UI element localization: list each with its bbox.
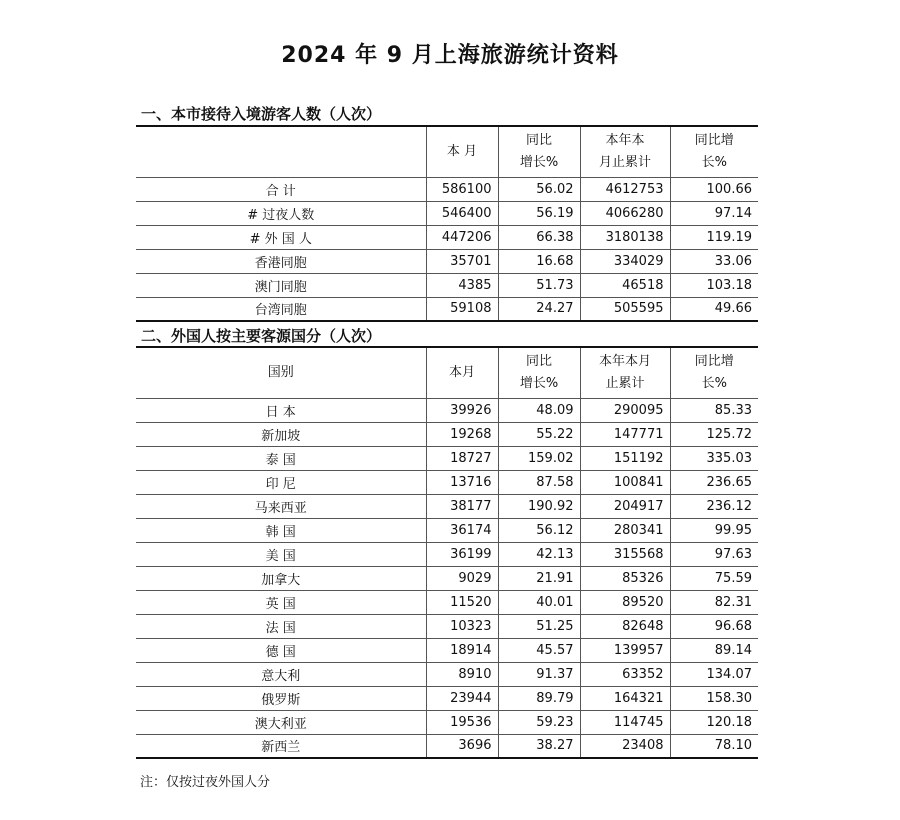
table-row: [136, 446, 758, 470]
growth-cell: 51.73: [498, 273, 580, 297]
row-name-cell: 澳大利亚: [136, 710, 426, 734]
ytd-growth-cell: 85.33: [670, 398, 758, 422]
month-cell: 36199: [426, 542, 498, 566]
month-cell: 9029: [426, 566, 498, 590]
row-name-cell: 英 国: [136, 590, 426, 614]
month-cell: 19536: [426, 710, 498, 734]
month-cell: 59108: [426, 297, 498, 321]
ytd-growth-cell: 100.66: [670, 177, 758, 201]
ytd-cell: 505595: [580, 297, 670, 321]
table-header-row: [136, 347, 758, 398]
growth-cell: 59.23: [498, 710, 580, 734]
month-cell: 35701: [426, 249, 498, 273]
ytd-growth-cell: 78.10: [670, 734, 758, 758]
month-cell: 447206: [426, 225, 498, 249]
ytd-growth-cell: 335.03: [670, 446, 758, 470]
ytd-cell: 82648: [580, 614, 670, 638]
table-row: [136, 686, 758, 710]
growth-cell: 24.27: [498, 297, 580, 321]
growth-cell: 21.91: [498, 566, 580, 590]
table-row: [136, 470, 758, 494]
table-row: [136, 398, 758, 422]
row-name-cell: 法 国: [136, 614, 426, 638]
row-name-cell: 加拿大: [136, 566, 426, 590]
growth-cell: 56.02: [498, 177, 580, 201]
growth-cell: 87.58: [498, 470, 580, 494]
ytd-growth-cell: 119.19: [670, 225, 758, 249]
growth-cell: 159.02: [498, 446, 580, 470]
table-row: [136, 201, 758, 225]
table-row: [136, 590, 758, 614]
month-cell: 23944: [426, 686, 498, 710]
month-cell: 18727: [426, 446, 498, 470]
month-cell: 3696: [426, 734, 498, 758]
month-cell: 36174: [426, 518, 498, 542]
header-ytd-growth: 同比增 长%: [670, 347, 758, 398]
ytd-growth-cell: 97.14: [670, 201, 758, 225]
ytd-cell: 114745: [580, 710, 670, 734]
ytd-growth-cell: 158.30: [670, 686, 758, 710]
growth-cell: 40.01: [498, 590, 580, 614]
growth-cell: 42.13: [498, 542, 580, 566]
ytd-cell: 334029: [580, 249, 670, 273]
row-name-cell: 新加坡: [136, 422, 426, 446]
ytd-cell: 204917: [580, 494, 670, 518]
table-row: [136, 273, 758, 297]
ytd-growth-cell: 103.18: [670, 273, 758, 297]
table-row: [136, 542, 758, 566]
ytd-cell: 63352: [580, 662, 670, 686]
ytd-growth-cell: 49.66: [670, 297, 758, 321]
row-name-cell: 日 本: [136, 398, 426, 422]
row-name-cell: 德 国: [136, 638, 426, 662]
month-cell: 10323: [426, 614, 498, 638]
table-row: [136, 297, 758, 321]
ytd-cell: 280341: [580, 518, 670, 542]
growth-cell: 56.12: [498, 518, 580, 542]
growth-cell: 66.38: [498, 225, 580, 249]
footnote: 注：仅按过夜外国人分: [140, 775, 271, 790]
ytd-cell: 100841: [580, 470, 670, 494]
growth-cell: 51.25: [498, 614, 580, 638]
ytd-growth-cell: 99.95: [670, 518, 758, 542]
ytd-cell: 3180138: [580, 225, 670, 249]
row-name-cell: 意大利: [136, 662, 426, 686]
header-country: 国别: [136, 347, 426, 398]
table-row: [136, 518, 758, 542]
month-cell: 13716: [426, 470, 498, 494]
row-name-cell: 印 尼: [136, 470, 426, 494]
ytd-growth-cell: 96.68: [670, 614, 758, 638]
month-cell: 11520: [426, 590, 498, 614]
inbound-visitors-table: [136, 125, 758, 322]
ytd-growth-cell: 97.63: [670, 542, 758, 566]
ytd-cell: 315568: [580, 542, 670, 566]
row-name-cell: # 外 国 人: [136, 225, 426, 249]
growth-cell: 16.68: [498, 249, 580, 273]
ytd-cell: 46518: [580, 273, 670, 297]
header-month: 本月: [426, 347, 498, 398]
table-row: [136, 566, 758, 590]
header-ytd-growth: 同比增 长%: [670, 126, 758, 177]
section1-heading: 一、本市接待入境游客人数（人次）: [141, 105, 382, 123]
ytd-growth-cell: 82.31: [670, 590, 758, 614]
header-month: 本 月: [426, 126, 498, 177]
ytd-growth-cell: 236.65: [670, 470, 758, 494]
table-row: [136, 614, 758, 638]
growth-cell: 38.27: [498, 734, 580, 758]
row-name-cell: 香港同胞: [136, 249, 426, 273]
ytd-growth-cell: 33.06: [670, 249, 758, 273]
header-ytd: 本年本 月止累计: [580, 126, 670, 177]
table-row: [136, 734, 758, 758]
ytd-cell: 4612753: [580, 177, 670, 201]
ytd-growth-cell: 89.14: [670, 638, 758, 662]
table-row: [136, 494, 758, 518]
ytd-cell: 164321: [580, 686, 670, 710]
section2-heading: 二、外国人按主要客源国分（人次）: [141, 327, 382, 345]
table-row: [136, 638, 758, 662]
table-row: [136, 662, 758, 686]
row-name-cell: 新西兰: [136, 734, 426, 758]
header-growth: 同比 增长%: [498, 126, 580, 177]
foreign-visitors-by-country-table: [136, 346, 758, 759]
month-cell: 39926: [426, 398, 498, 422]
ytd-cell: 23408: [580, 734, 670, 758]
ytd-cell: 89520: [580, 590, 670, 614]
growth-cell: 91.37: [498, 662, 580, 686]
month-cell: 38177: [426, 494, 498, 518]
growth-cell: 48.09: [498, 398, 580, 422]
month-cell: 546400: [426, 201, 498, 225]
row-name-cell: 韩 国: [136, 518, 426, 542]
ytd-cell: 139957: [580, 638, 670, 662]
table-row: [136, 710, 758, 734]
ytd-growth-cell: 125.72: [670, 422, 758, 446]
table-row: [136, 225, 758, 249]
table-row: [136, 177, 758, 201]
row-name-cell: 泰 国: [136, 446, 426, 470]
table-row: [136, 249, 758, 273]
growth-cell: 55.22: [498, 422, 580, 446]
ytd-cell: 85326: [580, 566, 670, 590]
header-ytd: 本年本月 止累计: [580, 347, 670, 398]
row-name-cell: 台湾同胞: [136, 297, 426, 321]
table-row: [136, 422, 758, 446]
ytd-growth-cell: 134.07: [670, 662, 758, 686]
ytd-cell: 290095: [580, 398, 670, 422]
row-name-cell: 澳门同胞: [136, 273, 426, 297]
ytd-growth-cell: 236.12: [670, 494, 758, 518]
table-header-row: [136, 126, 758, 177]
ytd-growth-cell: 75.59: [670, 566, 758, 590]
month-cell: 586100: [426, 177, 498, 201]
month-cell: 19268: [426, 422, 498, 446]
ytd-cell: 147771: [580, 422, 670, 446]
row-name-cell: 合 计: [136, 177, 426, 201]
row-name-cell: # 过夜人数: [136, 201, 426, 225]
month-cell: 4385: [426, 273, 498, 297]
page-title: 2024 年 9 月上海旅游统计资料: [281, 43, 619, 68]
ytd-growth-cell: 120.18: [670, 710, 758, 734]
growth-cell: 190.92: [498, 494, 580, 518]
row-name-cell: 美 国: [136, 542, 426, 566]
row-name-cell: 俄罗斯: [136, 686, 426, 710]
growth-cell: 45.57: [498, 638, 580, 662]
header-category: [136, 126, 426, 177]
ytd-cell: 4066280: [580, 201, 670, 225]
row-name-cell: 马来西亚: [136, 494, 426, 518]
growth-cell: 89.79: [498, 686, 580, 710]
ytd-cell: 151192: [580, 446, 670, 470]
month-cell: 8910: [426, 662, 498, 686]
header-growth: 同比 增长%: [498, 347, 580, 398]
month-cell: 18914: [426, 638, 498, 662]
growth-cell: 56.19: [498, 201, 580, 225]
